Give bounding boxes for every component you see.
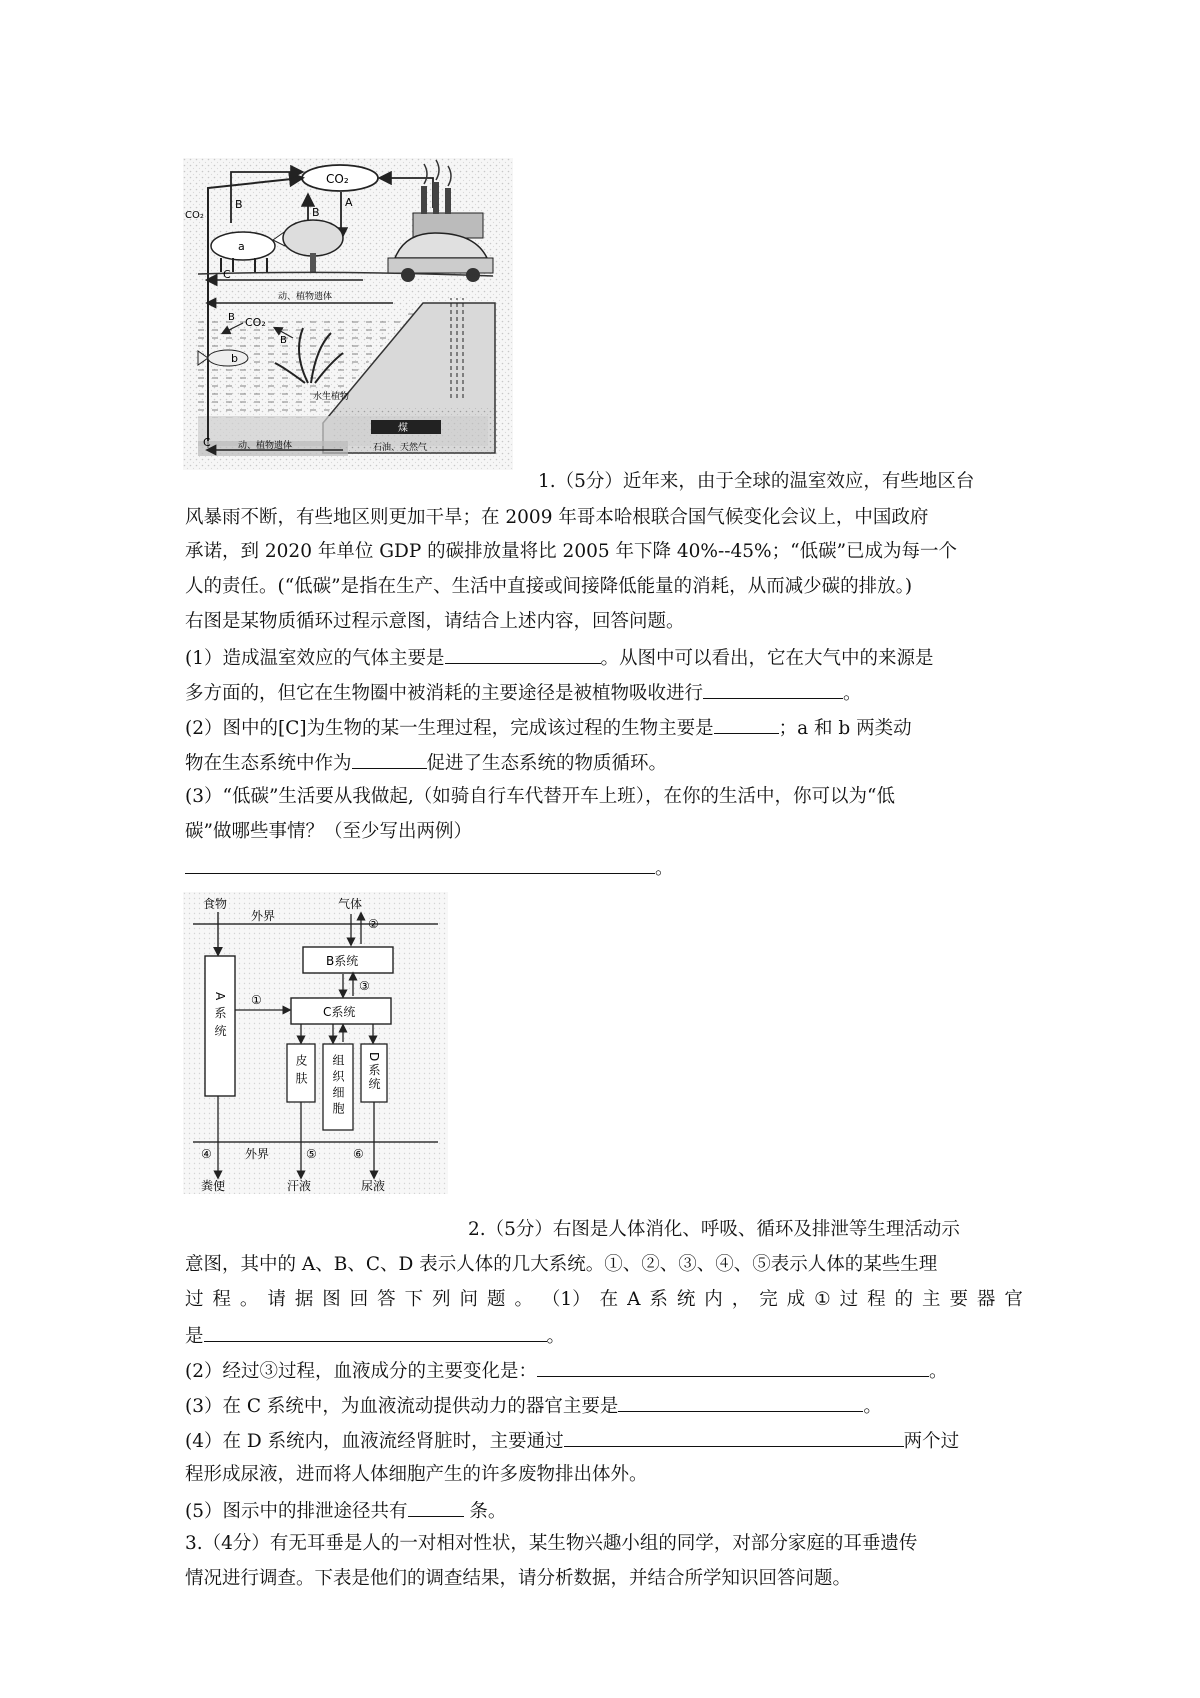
n1-label: ① bbox=[251, 993, 262, 1007]
q2-p3-text-b: 。 bbox=[863, 1396, 882, 1417]
q2-line3-token: ① bbox=[814, 1289, 831, 1310]
q2-part4-line1 bbox=[185, 1428, 959, 1454]
q2-line3-token: 图 bbox=[322, 1289, 341, 1310]
q2-answer-blank-3[interactable] bbox=[618, 1393, 863, 1412]
q2-line3-token: 器 bbox=[976, 1289, 996, 1310]
fish-b-label: b bbox=[231, 352, 238, 365]
outside-top-label: 外界 bbox=[251, 909, 276, 923]
q2-line3-token: 程 bbox=[212, 1289, 231, 1310]
q2-line3-token: 题 bbox=[486, 1289, 506, 1310]
q2-line3-token: ， bbox=[731, 1289, 751, 1310]
animal-a-label: a bbox=[238, 240, 245, 253]
n5-label: ⑤ bbox=[306, 1147, 317, 1161]
co2-water-label: CO₂ bbox=[245, 316, 266, 329]
b-label-1: B bbox=[235, 198, 243, 211]
q2-answer-blank-1[interactable] bbox=[204, 1323, 547, 1342]
q2-p5-text-b: 条。 bbox=[463, 1501, 507, 1522]
q1-part3-line2: 碳”做哪些事情？（至少写出两例） bbox=[185, 821, 472, 842]
outside-bottom-label: 外界 bbox=[245, 1147, 270, 1161]
q2-line3-token: 回 bbox=[349, 1289, 369, 1310]
q1-answer-blank-1[interactable] bbox=[445, 645, 601, 664]
q2-line3-token: 在 bbox=[599, 1289, 619, 1310]
q2-p3-text-a: (3）在 C 系统中，为血液流动提供动力的器官主要是 bbox=[185, 1396, 619, 1417]
vertical-label: A系统 bbox=[213, 992, 227, 1043]
gas-label: 气体 bbox=[338, 897, 363, 911]
vertical-label: 组织细胞 bbox=[331, 1054, 345, 1118]
vertical-label: 皮肤 bbox=[294, 1054, 308, 1090]
q2-answer-blank-5[interactable] bbox=[408, 1498, 464, 1517]
co2-top-label: CO₂ bbox=[326, 172, 349, 186]
q2-answer-blank-2[interactable] bbox=[537, 1358, 929, 1377]
q2-line3-token: （1） bbox=[541, 1289, 591, 1310]
c-label-1: C bbox=[223, 268, 231, 281]
q1-part1-line2 bbox=[185, 680, 862, 706]
n3-label: ③ bbox=[359, 979, 370, 993]
q2-line3-token: 要 bbox=[949, 1289, 968, 1310]
q1-p1-text-b: 。从图中可以看出，它在大气中的来源是 bbox=[600, 648, 934, 669]
q2-line3-token: 请 bbox=[267, 1289, 286, 1310]
q2-line3-token: 成 bbox=[786, 1289, 806, 1310]
q3-line-1: 3.（4分）有无耳垂是人的一对相对性状，某生物兴趣小组的同学，对部分家庭的耳垂遗传 bbox=[185, 1533, 918, 1554]
q1-p1-text-d: 。 bbox=[843, 683, 862, 704]
q2-line3-token: 主 bbox=[921, 1289, 941, 1310]
q2-part3 bbox=[185, 1393, 882, 1419]
c-label-2: C bbox=[203, 436, 211, 449]
q2-line3-token: 答 bbox=[377, 1289, 396, 1310]
b-label-2: B bbox=[312, 206, 320, 219]
q3-line-2: 情况进行调查。下表是他们的调查结果，请分析数据，并结合所学知识回答问题。 bbox=[185, 1568, 852, 1589]
skin-text bbox=[294, 1053, 308, 1090]
q2-p5-text-a: (5）图示中的排泄途径共有 bbox=[185, 1501, 408, 1522]
q2-line3-token: 列 bbox=[432, 1289, 451, 1310]
q2-line-3 bbox=[185, 1288, 1023, 1312]
q1-answer-blank-4[interactable] bbox=[352, 750, 427, 769]
b-label-3: B bbox=[228, 312, 235, 323]
coal-label: 煤 bbox=[398, 423, 408, 434]
q2-line-4 bbox=[185, 1323, 565, 1349]
q1-p2-text-a: (2）图中的[C]为生物的某一生理过程，完成该过程的生物主要是 bbox=[185, 718, 714, 739]
q2-line3-token: 下 bbox=[404, 1289, 424, 1310]
q1-part2-line1 bbox=[185, 715, 912, 741]
q2-line-2: 意图，其中的 A、B、C、D 表示人体的几大系统。①、②、③、④、⑤表示人体的某些生理 bbox=[185, 1254, 938, 1275]
q2-p4-text-b: 两个过 bbox=[903, 1431, 960, 1452]
urine-label: 尿液 bbox=[361, 1179, 386, 1193]
q1-line-3: 承诺，到 2020 年单位 GDP 的碳排放量将比 2005 年下降 40%--45%；“低碳”已成为每一个 bbox=[185, 541, 958, 562]
q2-line3-token: 系 bbox=[649, 1289, 668, 1310]
q1-p1-text-c: 多方面的，但它在生物圈中被消耗的主要途径是被植物吸收进行 bbox=[185, 683, 704, 704]
q2-part4-line2: 程形成尿液，进而将人体细胞产生的许多废物排出体外。 bbox=[185, 1464, 648, 1485]
oil-gas-label: 石油、天然气 bbox=[373, 443, 428, 453]
q2-line3-token: A bbox=[627, 1289, 641, 1310]
carbon-cycle-figure bbox=[183, 158, 513, 470]
q1-p2-text-d: 促进了生态系统的物质循环。 bbox=[426, 753, 668, 774]
q2-line3-token: 官 bbox=[1004, 1289, 1023, 1310]
vertical-label: D系统 bbox=[367, 1052, 381, 1092]
q2-line-1: 2.（5分）右图是人体消化、呼吸、循环及排泄等生理活动示 bbox=[468, 1219, 960, 1240]
n6-label: ⑥ bbox=[353, 1147, 364, 1161]
system-b-label: B系统 bbox=[326, 954, 359, 968]
body-systems-figure bbox=[183, 892, 448, 1194]
q1-part3-line1: (3）“低碳”生活要从我做起,（如骑自行车代替开车上班），在你的生活中，你可以为“低 bbox=[185, 786, 895, 807]
q2-p2-text-a: (2）经过③过程，血液成分的主要变化是： bbox=[185, 1361, 537, 1382]
q2-line3-token: 过 bbox=[185, 1289, 204, 1310]
q2-line3-token: 问 bbox=[459, 1289, 479, 1310]
sweat-label: 汗液 bbox=[287, 1179, 312, 1193]
co2-left-label: CO₂ bbox=[185, 210, 204, 221]
q1-p1-text-a: (1）造成温室效应的气体主要是 bbox=[185, 648, 445, 669]
q2-p2-text-b: 。 bbox=[929, 1361, 948, 1382]
system-a-text bbox=[213, 992, 227, 1042]
q2-part5 bbox=[185, 1498, 506, 1524]
remains-lower-label: 动、植物遗体 bbox=[238, 441, 293, 451]
feces-label: 粪便 bbox=[201, 1179, 226, 1193]
q2-line3-token: 程 bbox=[867, 1289, 886, 1310]
food-label: 食物 bbox=[203, 897, 228, 911]
q2-line3-token: 据 bbox=[294, 1289, 314, 1310]
q2-line3-token: 的 bbox=[894, 1289, 914, 1310]
q1-line-1: 1.（5分）近年来，由于全球的温室效应，有些地区台 bbox=[538, 471, 975, 492]
q2-line3-token: 过 bbox=[839, 1289, 859, 1310]
q1-answer-blank-2[interactable] bbox=[703, 680, 843, 699]
q1-p3-end: 。 bbox=[655, 858, 674, 879]
system-d-text bbox=[367, 1052, 381, 1091]
q2-answer-blank-4[interactable] bbox=[564, 1428, 904, 1447]
q2-line3-token: 内 bbox=[704, 1289, 723, 1310]
q2-line3-token: 。 bbox=[514, 1289, 533, 1310]
q2-line3-token: 。 bbox=[239, 1289, 259, 1310]
q1-part3-line3 bbox=[185, 855, 674, 881]
q1-line-5: 右图是某物质循环过程示意图，请结合上述内容，回答问题。 bbox=[185, 611, 685, 632]
q2-line4-text-a: 是 bbox=[185, 1326, 204, 1347]
n2-label: ② bbox=[368, 917, 379, 931]
q1-line-4: 人的责任。(“低碳”是指在生产、生活中直接或间接降低能量的消耗，从而减少碳的排放。) bbox=[185, 576, 913, 597]
a-arrow-label: A bbox=[345, 196, 353, 209]
q1-part2-line2 bbox=[185, 750, 667, 776]
remains-upper-label: 动、植物遗体 bbox=[278, 292, 333, 302]
q2-p4-text-a: (4）在 D 系统内，血液流经肾脏时，主要通过 bbox=[185, 1431, 564, 1452]
system-c-label: C系统 bbox=[323, 1005, 356, 1019]
q1-answer-blank-3[interactable] bbox=[714, 715, 779, 734]
q2-line3-token: 统 bbox=[676, 1289, 696, 1310]
q1-p2-text-c: 物在生态系统中作为 bbox=[185, 753, 352, 774]
q1-line-2: 风暴雨不断，有些地区则更加干旱；在 2009 年哥本哈根联合国气候变化会议上，中国政府 bbox=[185, 507, 929, 528]
q1-answer-blank-5[interactable] bbox=[185, 855, 655, 874]
q1-p2-text-b: ；a 和 b 两类动 bbox=[778, 718, 912, 739]
aquatic-plants-label: 水生植物 bbox=[313, 392, 350, 402]
q1-part1-line1 bbox=[185, 645, 934, 671]
q2-part2 bbox=[185, 1358, 948, 1384]
b-label-4: B bbox=[280, 335, 287, 346]
q2-line3-token: 完 bbox=[759, 1289, 778, 1310]
n4-label: ④ bbox=[201, 1147, 212, 1161]
tissue-text bbox=[331, 1054, 345, 1118]
q2-line4-text-b: 。 bbox=[546, 1326, 566, 1347]
